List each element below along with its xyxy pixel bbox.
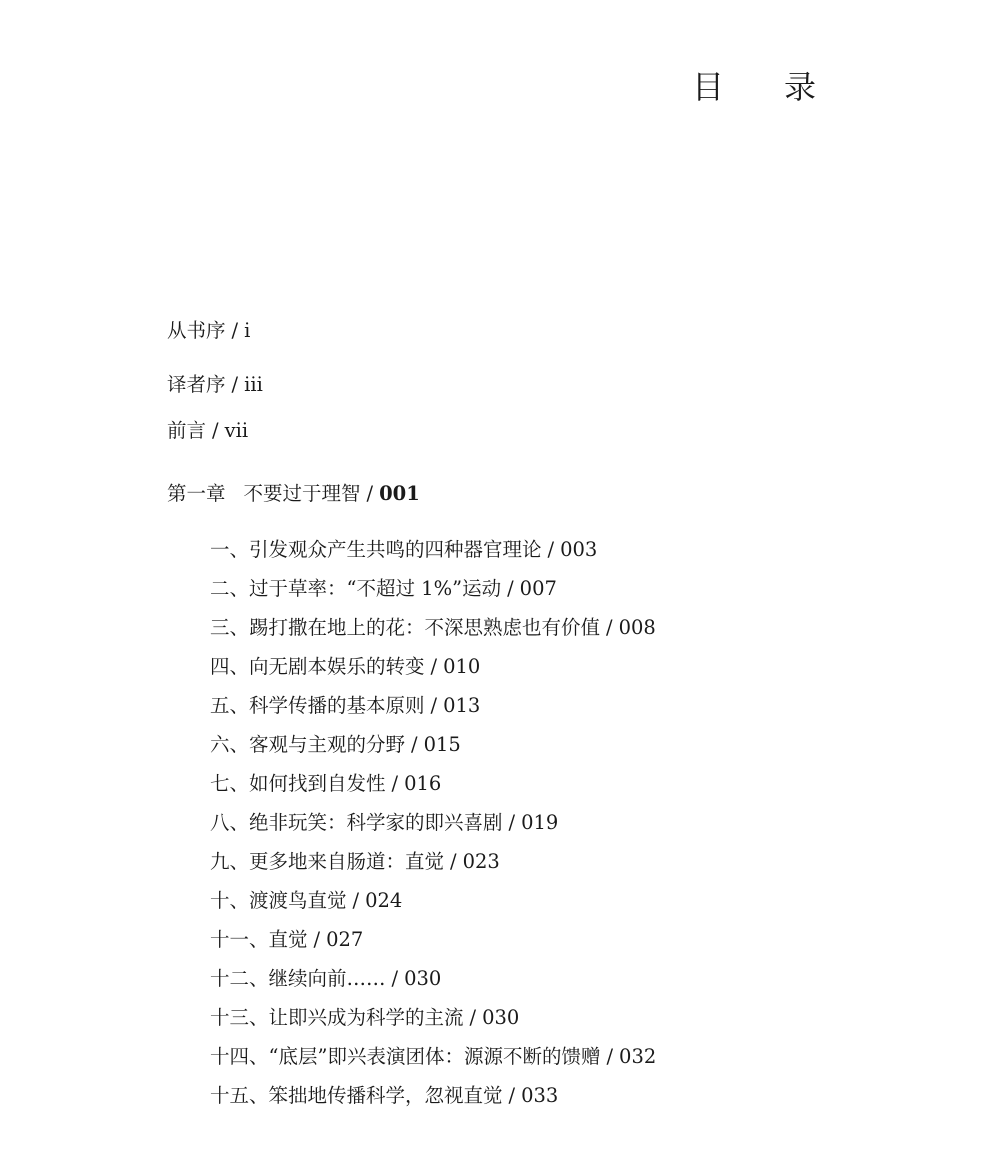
toc-entry-label: 十四、“底层”即兴表演团体：源源不断的馈赠 (210, 1045, 601, 1068)
separator: / (231, 373, 239, 396)
toc-entry-page: 032 (619, 1045, 657, 1068)
title-char-1: 目 (692, 68, 725, 106)
toc-entry-label: 四、向无剧本娱乐的转变 (210, 655, 425, 678)
toc-section-11[interactable] (210, 927, 363, 953)
toc-entry-label: 译者序 (167, 373, 226, 396)
toc-entry-label: 前言 (167, 419, 207, 442)
separator: / (212, 419, 219, 442)
toc-section-9[interactable] (210, 849, 500, 875)
toc-entry-label: 一、引发观众产生共鸣的四种器官理论 (210, 538, 542, 561)
toc-entry-page: 013 (443, 694, 481, 717)
separator: / (430, 655, 438, 678)
separator: / (430, 694, 438, 717)
toc-entry-label: 七、如何找到自发性 (210, 772, 386, 795)
separator: / (606, 616, 613, 639)
toc-entry-page: vii (224, 419, 249, 442)
toc-entry-page: i (244, 319, 251, 342)
chapter-number: 第一章 (167, 482, 226, 505)
toc-entry-series-preface[interactable] (167, 318, 250, 344)
toc-entry-label: 十三、让即兴成为科学的主流 (210, 1006, 464, 1029)
toc-section-10[interactable] (210, 888, 402, 914)
separator: / (508, 811, 516, 834)
toc-section-6[interactable] (210, 732, 461, 758)
toc-chapter-1[interactable] (167, 481, 420, 507)
toc-entry-label: 九、更多地来自肠道：直觉 (210, 850, 445, 873)
separator: / (547, 538, 555, 561)
chapter-title: 不要过于理智 (243, 482, 361, 505)
title-char-2: 录 (784, 68, 817, 106)
toc-entry-page: 010 (443, 655, 481, 678)
toc-entry-label: 八、绝非玩笑：科学家的即兴喜剧 (210, 811, 503, 834)
separator: / (508, 1084, 516, 1107)
separator: / (469, 1006, 477, 1029)
toc-section-7[interactable] (210, 771, 441, 797)
chapter-page: 001 (379, 482, 420, 505)
separator: / (606, 1045, 614, 1068)
toc-section-15[interactable] (210, 1083, 558, 1109)
toc-entry-label: 二、过于草率：“不超过 1%”运动 (210, 577, 502, 600)
toc-section-13[interactable] (210, 1005, 519, 1031)
toc-entry-page: 015 (423, 733, 461, 756)
toc-entry-label: 十五、笨拙地传播科学，忽视直觉 (210, 1084, 503, 1107)
toc-entry-page: 033 (521, 1084, 559, 1107)
toc-entry-page: 007 (519, 577, 557, 600)
page-title (692, 62, 816, 108)
toc-entry-label: 三、踢打撒在地上的花：不深思熟虑也有价值 (210, 616, 601, 639)
toc-entry-label: 从书序 (167, 319, 226, 342)
separator: / (507, 577, 514, 600)
toc-entry-translator-preface[interactable] (167, 372, 263, 398)
toc-entry-page: 030 (482, 1006, 520, 1029)
toc-entry-page: 008 (618, 616, 656, 639)
toc-section-12[interactable] (210, 966, 441, 992)
toc-entry-page: 024 (365, 889, 403, 912)
toc-section-14[interactable] (210, 1044, 656, 1070)
toc-entry-label: 十二、继续向前…… (210, 967, 386, 990)
toc-entry-page: 003 (560, 538, 598, 561)
separator: / (391, 967, 399, 990)
separator: / (313, 928, 321, 951)
toc-section-1[interactable] (210, 537, 597, 563)
toc-entry-foreword[interactable] (167, 418, 248, 444)
toc-entry-page: 016 (404, 772, 442, 795)
separator: / (231, 319, 239, 342)
toc-section-2[interactable] (210, 576, 557, 602)
toc-entry-page: 027 (326, 928, 364, 951)
toc-entry-label: 十一、直觉 (210, 928, 308, 951)
toc-entry-label: 六、客观与主观的分野 (210, 733, 406, 756)
separator: / (391, 772, 399, 795)
toc-entry-label: 五、科学传播的基本原则 (210, 694, 425, 717)
toc-section-3[interactable] (210, 615, 656, 641)
separator: / (352, 889, 360, 912)
toc-entry-page: 023 (462, 850, 500, 873)
separator: / (366, 482, 374, 505)
toc-entry-page: 030 (404, 967, 442, 990)
toc-section-5[interactable] (210, 693, 480, 719)
toc-section-4[interactable] (210, 654, 480, 680)
separator: / (450, 850, 457, 873)
toc-section-8[interactable] (210, 810, 558, 836)
toc-entry-page: iii (244, 373, 263, 396)
toc-entry-page: 019 (521, 811, 559, 834)
toc-entry-label: 十、渡渡鸟直觉 (210, 889, 347, 912)
separator: / (411, 733, 418, 756)
